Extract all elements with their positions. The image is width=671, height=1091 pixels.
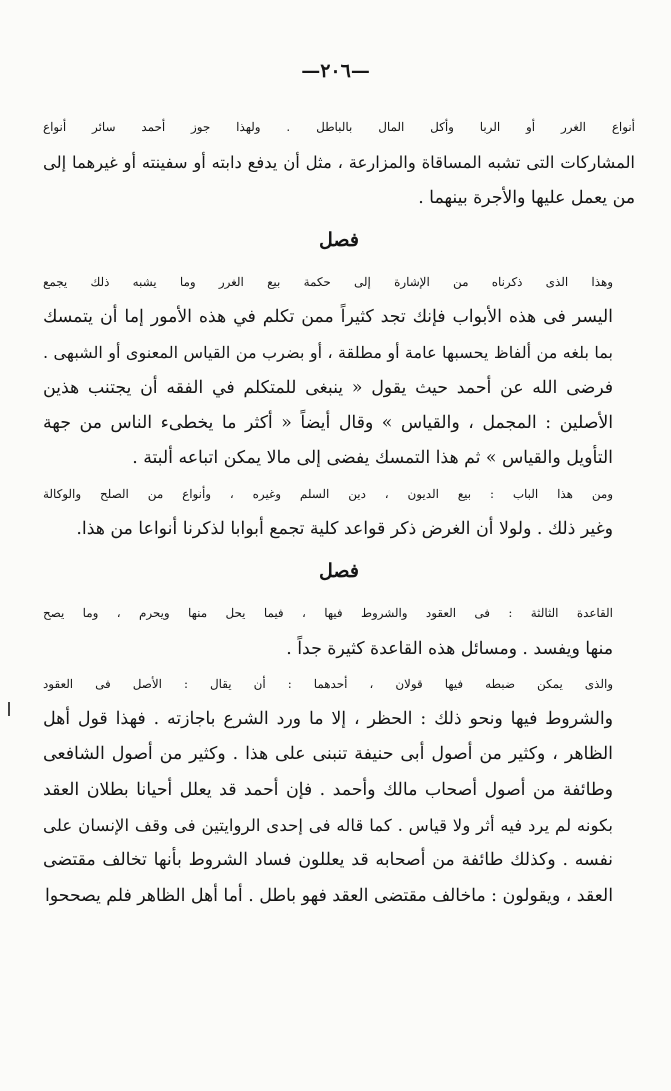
text-line: الأصلين : المجمل ، والقياس » وقال أيضاً « أكثر ما يخطىء الناس من جهة [43,413,613,434]
text-line: القاعدة الثالثة : فى العقود والشروط فيها ، فيما يحل منها ويحرم ، وما يصح [43,606,613,621]
paragraph [43,596,635,667]
text-line: بكونه لم يرد فيه أثر ولا قياس . كما قاله فى إحدى الروايتين فى وقف الإنسان على [43,815,613,836]
text-line: نفسه . وكذلك طائفة من أصحابه قد يعللون فساد الشروط بأنها تخالف مقتضى [43,850,613,871]
paragraph [43,477,635,548]
text-line: والذى يمكن ضبطه فيها قولان ، أحدهما : أن يقال : الأصل فى العقود [43,676,613,691]
text-line: بما بلغه من ألفاظ يحسبها عامة أو مطلقة ، أو بضرب من القياس المعنوى أو الشبهى . [43,343,613,363]
text-line: وغير ذلك . ولولا أن الغرض ذكر قواعد كلية تجمع أبوابا لذكرنا أنواعا من هذا. [76,518,613,539]
section-heading: فصل [319,560,359,583]
margin-mark [8,702,10,716]
text-line: المشاركات التى تشبه المساقاة والمزارعة ، مثل أن يدفع دابته أو سفينته أو غيرهما إلى [43,153,635,173]
section-heading: فصل [319,228,359,251]
paragraph [43,667,635,914]
text-line: من يعمل عليها والأجرة بينهما . [418,187,635,208]
text-line: التأويل والقياس » ثم هذا التمسك يفضى إلى مالا يمكن اتباعه ألبتة . [132,448,613,469]
text-line: ومن هذا الباب : بيع الديون ، دين السلم وغيره ، وأنواع من الصلح والوكالة [43,486,613,501]
text-line: والشروط فيها ونحو ذلك : الحظر ، إلا ما ورد الشرع باجازته . فهذا قول أهل [43,709,613,730]
text-line: وطائفة من أصول أصحاب مالك وأحمد . فإن أحمد قد يعلل أحيانا بطلان العقد [43,779,613,800]
paragraph [43,265,635,477]
page-body-text [43,110,635,914]
text-line: وهذا الذى ذكرناه من الإشارة إلى حكمة بيع الغرر وما يشبه ذلك يجمع [43,274,613,289]
page-number: —٢٠٦— [301,60,370,82]
text-line: فرضى الله عن أحمد حيث يقول « ينبغى للمتكلم في الفقه أن يجتنب هذين [43,377,613,398]
text-line: اليسر فى هذه الأبواب فإنك تجد كثيراً ممن تكلم في هذه الأمور إما أن يتمسك [43,307,613,328]
text-line: منها ويفسد . ومسائل هذه القاعدة كثيرة جداً . [286,638,613,659]
text-line: الظاهر ، وكثير من أصول أبى حنيفة تنبنى على هذا . وكثير من أصول الشافعى [43,744,613,765]
text-line: العقد ، ويقولون : ماخالف مقتضى العقد فهو باطل . أما أهل الظاهر فلم يصححوا [44,885,613,906]
text-line: أنواع الغرر أو الربا وأكل المال بالباطل . ولهذا جوز أحمد سائر أنواع [43,120,635,134]
paragraph [43,110,635,216]
